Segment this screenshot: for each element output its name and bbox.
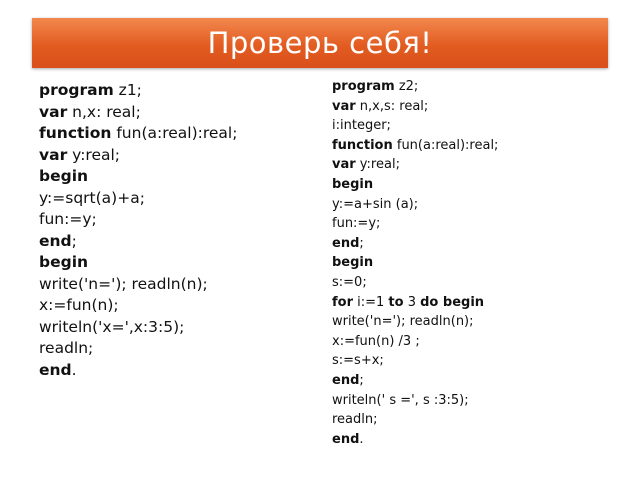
code-text: n,x,s: real; [355,98,429,114]
code-line [332,410,498,430]
code-text: writeln('x=',x:3:5); [39,317,185,336]
code-line [39,166,237,188]
code-text: n,x: real; [67,102,141,121]
keyword: end [332,431,360,447]
keyword: end [332,235,360,251]
keyword: end [39,231,72,250]
code-text: y:real; [67,145,121,164]
code-text: ; [71,231,77,250]
code-line [39,295,237,317]
code-line [332,77,498,97]
code-text: readln; [332,412,378,428]
left-code-listing [39,80,237,381]
code-text: i:=1 [353,294,389,310]
code-line [332,175,498,195]
keyword: var [332,157,356,173]
code-text: readln; [39,339,94,357]
keyword: begin [39,167,89,185]
keyword: function [39,124,112,142]
code-text: 3 [403,294,421,310]
code-line [332,136,498,156]
code-line [39,123,237,145]
code-text: ; [359,235,364,251]
keyword: end [39,360,72,379]
code-text: s:=s+x; [332,353,384,369]
slide-title-bar [32,18,608,68]
code-text: x:=fun(n); [39,296,119,314]
code-line [332,273,498,293]
code-line [332,97,498,117]
keyword: begin [39,253,89,271]
code-line [39,274,237,296]
code-line [332,195,498,215]
code-line [39,209,237,231]
code-line [332,155,498,175]
keyword: to [388,294,404,310]
code-line [39,145,237,167]
code-text: fun(a:real):real; [392,137,499,153]
keyword: begin [332,176,374,192]
code-text: write('n='); readln(n); [332,314,474,330]
code-line [332,293,498,313]
code-line [332,351,498,371]
keyword: var [332,98,356,114]
code-text: fun(a:real):real; [111,124,238,142]
slide-title: Проверь себя! [207,26,433,60]
code-line [39,102,237,124]
keyword: begin [332,255,374,271]
code-line [332,234,498,254]
keyword: var [39,102,68,121]
code-text: writeln(' s =', s :3:5); [332,392,469,408]
code-line [332,332,498,352]
code-text: y:real; [355,157,400,173]
code-line [332,430,498,450]
code-line [332,312,498,332]
keyword: function [332,137,393,153]
keyword: for [332,294,353,310]
code-line [39,231,237,253]
keyword: end [332,372,360,388]
code-text: write('n='); readln(n); [39,274,208,293]
code-line [39,188,237,210]
code-text: i:integer; [332,118,391,134]
code-text: z1; [113,81,142,99]
code-text: . [71,360,77,379]
code-line [39,80,237,102]
code-text: ; [359,372,364,388]
code-line [332,253,498,273]
keyword: program [332,79,395,94]
code-line [39,360,237,382]
code-text: s:=0; [332,274,367,290]
code-text: . [359,431,364,447]
code-line [332,391,498,411]
right-code-listing [332,77,498,449]
keyword: do begin [420,294,485,310]
code-text: y:=a+sin (a); [332,196,419,212]
code-line [332,214,498,234]
code-line [332,116,498,136]
code-line [39,252,237,274]
code-line [39,338,237,360]
keyword: var [39,145,68,164]
keyword: program [39,81,114,99]
code-text: x:=fun(n) /3 ; [332,333,420,349]
code-text: y:=sqrt(a)+a; [39,188,145,207]
code-text: z2; [394,79,419,94]
code-line [332,371,498,391]
code-line [39,317,237,339]
code-text: fun:=y; [332,216,381,232]
code-text: fun:=y; [39,210,97,228]
